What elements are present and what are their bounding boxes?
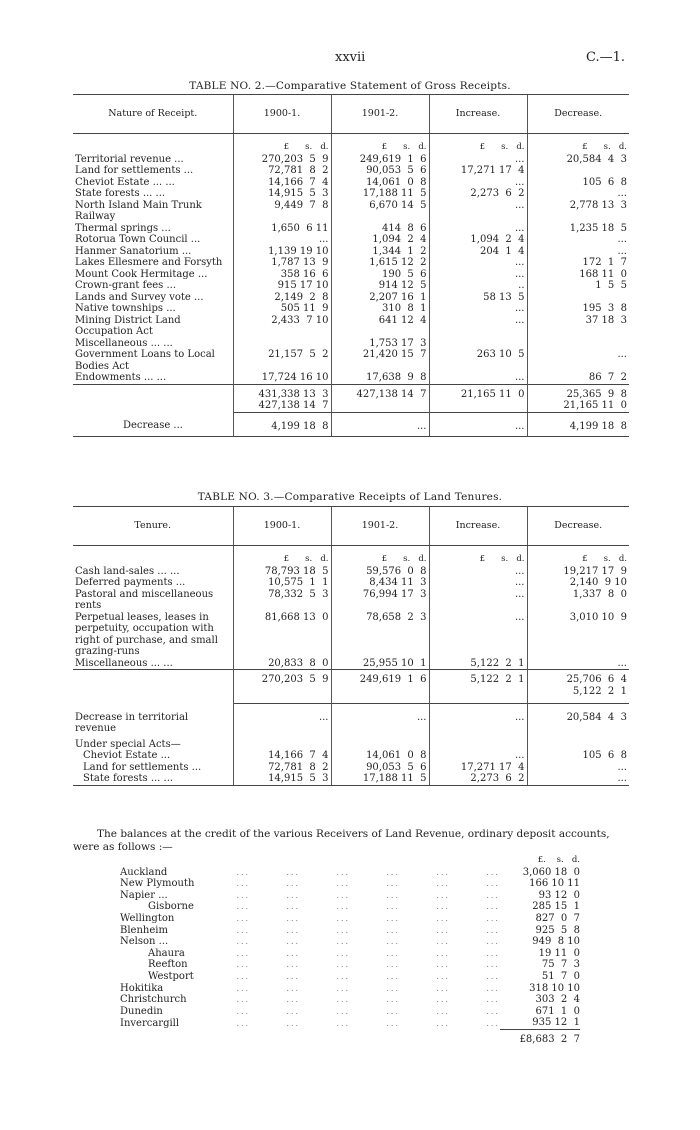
table-row: [73, 177, 629, 189]
balance-row: [120, 901, 580, 913]
cell-value: ...: [429, 612, 527, 658]
balance-total: £8,683 2 7: [500, 1029, 580, 1045]
cell-value: 2,207 16 1: [331, 292, 429, 304]
cell-value: [527, 384, 629, 412]
spacer-cell: [120, 1029, 236, 1045]
leader-dots: ... ... ... ... ... ...: [236, 937, 500, 947]
table2: [73, 94, 629, 437]
cell-value: 105 6 8: [527, 177, 629, 189]
table-row: [73, 349, 629, 372]
receiver-name: Dunedin: [120, 1005, 163, 1017]
cell-value: ...: [233, 704, 331, 739]
total-value: 21,165 11 0: [429, 384, 527, 412]
cell-value: ...: [429, 269, 527, 281]
cell-value: ...: [527, 658, 629, 670]
units-label: £ s. d.: [331, 546, 429, 566]
cell-value: 5,122 2 1: [429, 658, 527, 670]
cell-value: 1,337 8 0: [527, 589, 629, 612]
table-row: [73, 658, 629, 670]
row-label: Government Loans to Local Bodies Act: [75, 349, 215, 372]
cell-value: ...: [429, 589, 527, 612]
balance-row: [120, 1006, 580, 1018]
cell-value: ...: [233, 234, 331, 246]
total-value: 427,138 14 7: [258, 400, 329, 411]
leader-dots: ... ... ... ... ... ...: [236, 983, 500, 993]
cell-value: 105 6 8: [527, 750, 629, 762]
units-label: £ s. d.: [527, 546, 629, 566]
cell-value: ..: [429, 280, 527, 292]
cell-value: 4,199 18 8: [527, 412, 629, 437]
cell-value: 25,955 10 1: [331, 658, 429, 670]
document-reference: C.—1.: [586, 50, 626, 65]
table-row: [73, 566, 629, 578]
receiver-name: Gisborne: [148, 901, 194, 913]
cell-value: 270,203 5 9: [233, 154, 331, 166]
row-label: Rotorua Town Council ...: [75, 234, 201, 245]
spacer-cell: [73, 384, 233, 412]
cell-value: 20,584 4 3: [527, 154, 629, 166]
cell-value: 1,235 18 5: [527, 223, 629, 235]
cell-value: 204 1 4: [429, 246, 527, 258]
cell-value: 90,053 5 6: [331, 165, 429, 177]
leader-dots: ... ... ... ... ... ...: [236, 1018, 500, 1028]
receiver-name: Nelson ...: [120, 936, 169, 948]
cell-value: ...: [429, 704, 527, 739]
cell-value: 1,344 1 2: [331, 246, 429, 258]
cell-value: 17,724 16 10: [233, 372, 331, 384]
balance-row: [120, 971, 580, 983]
col-header: 1901-2.: [331, 95, 429, 134]
leader-dots: ... ... ... ... ... ...: [236, 1006, 500, 1016]
cell-value: 78,793 18 5: [233, 566, 331, 578]
row-label: Decrease ...: [73, 412, 233, 437]
balance-amount: 925 5 8: [535, 924, 580, 936]
receiver-name: Westport: [148, 970, 194, 982]
row-label: Hanmer Sanatorium ...: [75, 245, 192, 257]
totals-row: [73, 384, 629, 412]
cell-value: 8,434 11 3: [331, 577, 429, 589]
receiver-name: Auckland: [120, 866, 168, 878]
cell-value: 2,273 6 2: [429, 773, 527, 785]
cell-value: 4,199 18 8: [233, 412, 331, 437]
table-row: [73, 154, 629, 166]
leader-dots: ... ... ... ... ... ...: [236, 948, 500, 958]
cell-value: 915 17 10: [233, 280, 331, 292]
table-row: [73, 589, 629, 612]
balance-amount: 75 7 3: [541, 959, 580, 971]
leader-dots: ... ... ... ... ... ...: [236, 902, 500, 912]
row-label: Mining District Land Occupation Act: [75, 314, 181, 337]
cell-value: 2,273 6 2: [429, 188, 527, 200]
cell-value: 10,575 1 1: [233, 577, 331, 589]
row-label: State forests ... ...: [75, 188, 166, 199]
leader-dots: ... ... ... ... ... ...: [236, 867, 500, 877]
cell-value: 21,420 15 7: [331, 349, 429, 372]
spacer-cell: [236, 1029, 500, 1045]
balance-amount: 671 1 0: [535, 1005, 580, 1017]
cell-value: 90,053 5 6: [331, 762, 429, 774]
table-row: [73, 223, 629, 235]
cell-value: 914 12 5: [331, 280, 429, 292]
table-row: [73, 773, 629, 785]
total-value: 5,122 2 1: [429, 670, 527, 704]
table-row: [73, 269, 629, 281]
spacer-cell: [331, 739, 429, 751]
cell-value: 1,650 6 11: [233, 223, 331, 235]
cell-value: 14,166 7 4: [233, 750, 331, 762]
leader-dots: ... ... ... ... ... ...: [236, 960, 500, 970]
balance-amount: 51 7 0: [541, 970, 580, 982]
cell-value: 19,217 17 9: [527, 566, 629, 578]
balance-row: [120, 925, 580, 937]
table-row: [73, 292, 629, 304]
cell-value: 72,781 8 2: [233, 762, 331, 774]
spacer-cell: [236, 855, 500, 867]
cell-value: ...: [429, 223, 527, 235]
row-label: State forests ... ...: [73, 773, 233, 785]
row-label: Native townships ...: [75, 303, 176, 314]
cell-value: ...: [527, 246, 629, 258]
table-row: [73, 257, 629, 269]
receiver-name: Reefton: [148, 959, 188, 971]
table-row: [73, 234, 629, 246]
row-label: Land for settlements ...: [75, 165, 194, 176]
spacer-cell: [429, 739, 527, 751]
table3: [73, 506, 629, 786]
cell-value: 59,576 0 8: [331, 566, 429, 578]
table-row: [73, 412, 629, 437]
total-value: 270,203 5 9: [233, 670, 331, 704]
balance-amount: 827 0 7: [535, 912, 580, 924]
cell-value: [527, 338, 629, 350]
page-number: xxvii: [335, 50, 366, 65]
row-label: North Island Main Trunk Railway: [75, 199, 202, 222]
balance-amount: 318 10 10: [529, 982, 580, 994]
cell-value: [527, 670, 629, 704]
cell-value: 86 7 2: [527, 372, 629, 384]
receiver-name: Christchurch: [120, 994, 187, 1006]
cell-value: 3,010 10 9: [527, 612, 629, 658]
cell-value: ...: [429, 177, 527, 189]
table3-title: TABLE NO. 3.—Comparative Receipts of Land Tenures.: [197, 491, 503, 503]
cell-value: 263 10 5: [429, 349, 527, 372]
total-value: 25,706 6 4: [566, 674, 627, 685]
balance-row: [120, 913, 580, 925]
spacer-cell: [73, 134, 233, 154]
balance-total-row: [120, 1029, 580, 1045]
cell-value: 2,433 7 10: [233, 315, 331, 338]
cell-value: 17,271 17 4: [429, 762, 527, 774]
cell-value: ...: [429, 577, 527, 589]
total-value: 21,165 11 0: [563, 400, 627, 411]
cell-value: 58 13 5: [429, 292, 527, 304]
leader-dots: ... ... ... ... ... ...: [236, 913, 500, 923]
row-label: Miscellaneous ... ...: [75, 337, 173, 349]
table-row: [73, 303, 629, 315]
cell-value: 81,668 13 0: [233, 612, 331, 658]
receiver-name: Invercargill: [120, 1017, 180, 1029]
cell-value: 1 5 5: [527, 280, 629, 292]
balance-row: [120, 890, 580, 902]
table-row: [73, 372, 629, 384]
cell-value: 78,658 2 3: [331, 612, 429, 658]
table-row: [73, 577, 629, 589]
cell-value: 310 8 1: [331, 303, 429, 315]
row-label: Cheviot Estate ...: [83, 750, 171, 761]
row-label: Cheviot Estate ... ...: [75, 176, 175, 188]
cell-value: [233, 384, 331, 412]
total-value: 431,338 13 3: [258, 388, 329, 400]
row-label: Deferred payments ...: [75, 577, 186, 588]
col-header: 1900-1.: [233, 95, 331, 134]
col-header: Nature of Receipt.: [73, 95, 233, 134]
units-label: £. s. d.: [537, 855, 580, 865]
col-header: Tenure.: [73, 507, 233, 546]
cell-value: ...: [527, 773, 629, 785]
balance-amount: 949 8 10: [532, 936, 580, 948]
col-header: Decrease.: [527, 507, 629, 546]
cell-value: 1,094 2 4: [331, 234, 429, 246]
col-header: 1900-1.: [233, 507, 331, 546]
cell-value: 17,188 11 5: [331, 188, 429, 200]
table-row: [73, 200, 629, 223]
cell-value: 1,753 17 3: [331, 338, 429, 350]
balance-row: [120, 867, 580, 879]
leader-dots: ... ... ... ... ... ...: [236, 890, 500, 900]
cell-value: 172 1 7: [527, 257, 629, 269]
cell-value: 14,915 5 3: [233, 773, 331, 785]
balance-row: [120, 878, 580, 890]
receiver-name: New Plymouth: [120, 878, 195, 890]
units-label: £ s. d.: [429, 134, 527, 154]
units-label: £ s. d.: [331, 134, 429, 154]
table-row: [73, 188, 629, 200]
table-row: [73, 280, 629, 292]
cell-value: ...: [429, 412, 527, 437]
balance-row: [120, 936, 580, 948]
spacer-cell: [527, 739, 629, 751]
cell-value: 2,140 9 10: [527, 577, 629, 589]
cell-value: 641 12 4: [331, 315, 429, 338]
cell-value: 6,670 14 5: [331, 200, 429, 223]
receiver-name: Hokitika: [120, 982, 164, 994]
cell-value: ...: [429, 372, 527, 384]
cell-value: ...: [429, 257, 527, 269]
receiver-name: Blenheim: [120, 924, 168, 936]
cell-value: 9,449 7 8: [233, 200, 331, 223]
totals-row: [73, 670, 629, 704]
cell-value: 76,994 17 3: [331, 589, 429, 612]
cell-value: 14,166 7 4: [233, 177, 331, 189]
table-row: [73, 246, 629, 258]
cell-value: ...: [527, 234, 629, 246]
cell-value: 17,271 17 4: [429, 165, 527, 177]
cell-value: 37 18 3: [527, 315, 629, 338]
cell-value: 2,149 2 8: [233, 292, 331, 304]
cell-value: 190 5 6: [331, 269, 429, 281]
units-label: £ s. d.: [233, 134, 331, 154]
balance-row: [120, 1017, 580, 1029]
table-row: [73, 762, 629, 774]
row-label: Lands and Survey vote ...: [75, 291, 204, 303]
cell-value: 72,781 8 2: [233, 165, 331, 177]
table-row: [73, 165, 629, 177]
balance-row: [120, 983, 580, 995]
cell-value: 414 8 6: [331, 223, 429, 235]
special-acts-heading: Under special Acts—: [75, 738, 181, 750]
leader-dots: ... ... ... ... ... ...: [236, 879, 500, 889]
spacer-cell: [73, 670, 233, 704]
cell-value: 20,584 4 3: [527, 704, 629, 739]
table-row: [73, 750, 629, 762]
row-label: Thermal springs ...: [75, 222, 171, 234]
cell-value: ...: [429, 200, 527, 223]
col-header: 1901-2.: [331, 507, 429, 546]
row-label: Decrease in territorial revenue: [75, 711, 189, 734]
balance-amount: 19 11 0: [538, 947, 580, 959]
balance-amount: 303 2 4: [535, 994, 580, 1006]
balance-amount: 3,060 18 0: [522, 866, 580, 878]
table2-title: TABLE NO. 2.—Comparative Statement of Gross Receipts.: [189, 80, 511, 92]
total-value: 249,619 1 6: [331, 670, 429, 704]
spacer-cell: [120, 855, 236, 867]
row-label: Mount Cook Hermitage ...: [75, 268, 208, 280]
receiver-name: Wellington: [120, 912, 175, 924]
leader-dots: ... ... ... ... ... ...: [236, 925, 500, 935]
cell-value: 358 16 6: [233, 269, 331, 281]
cell-value: ...: [429, 303, 527, 315]
section-heading-row: [73, 739, 629, 751]
cell-value: 168 11 0: [527, 269, 629, 281]
balance-amount: 935 12 1: [532, 1017, 580, 1029]
cell-value: ...: [527, 349, 629, 372]
units-row: [120, 855, 580, 867]
cell-value: [527, 165, 629, 177]
cell-value: ...: [331, 412, 429, 437]
cell-value: ...: [429, 315, 527, 338]
receiver-name: Napier ...: [120, 889, 168, 901]
receiver-name: Ahaura: [148, 947, 185, 959]
cell-value: ...: [527, 762, 629, 774]
cell-value: [233, 338, 331, 350]
row-label: Miscellaneous ... ...: [75, 657, 173, 669]
balance-row: [120, 948, 580, 960]
row-label: Pastoral and miscellaneous rents: [75, 588, 214, 611]
table-row: [73, 704, 629, 739]
cell-value: ...: [331, 704, 429, 739]
balance-row: [120, 959, 580, 971]
total-value: 5,122 2 1: [572, 685, 627, 697]
balance-amount: 285 15 1: [532, 901, 580, 913]
spacer-cell: [233, 739, 331, 751]
leader-dots: ... ... ... ... ... ...: [236, 971, 500, 981]
cell-value: ...: [527, 188, 629, 200]
balances-table: [120, 855, 580, 1046]
cell-value: 195 3 8: [527, 303, 629, 315]
cell-value: 1,787 13 9: [233, 257, 331, 269]
row-label: Cash land-sales ... ...: [75, 565, 180, 577]
table-row: [73, 612, 629, 658]
units-label: £ s. d.: [233, 546, 331, 566]
cell-value: 2,778 13 3: [527, 200, 629, 223]
cell-value: 21,157 5 2: [233, 349, 331, 372]
balance-row: [120, 994, 580, 1006]
cell-value: ...: [429, 154, 527, 166]
table-row: [73, 315, 629, 338]
spacer-cell: [73, 546, 233, 566]
cell-value: 505 11 9: [233, 303, 331, 315]
cell-value: 1,139 19 10: [233, 246, 331, 258]
cell-value: 17,188 11 5: [331, 773, 429, 785]
units-label: £ s. d.: [429, 546, 527, 566]
row-label: Territorial revenue ...: [75, 153, 184, 165]
row-label: Crown-grant fees ...: [75, 280, 176, 291]
units-label: £ s. d.: [527, 134, 629, 154]
cell-value: [527, 292, 629, 304]
total-value: 427,138 14 7: [331, 384, 429, 412]
cell-value: ...: [429, 750, 527, 762]
cell-value: 78,332 5 3: [233, 589, 331, 612]
cell-value: 249,619 1 6: [331, 154, 429, 166]
row-label: Perpetual leases, leases in perpetuity, occupation with right of purchase, and small grazing-runs: [75, 611, 218, 657]
balance-amount: 93 12 0: [538, 889, 580, 901]
col-header: Decrease.: [527, 95, 629, 134]
cell-value: 14,061 0 8: [331, 177, 429, 189]
cell-value: [429, 338, 527, 350]
cell-value: 20,833 8 0: [233, 658, 331, 670]
units-row: [73, 546, 629, 566]
cell-value: 1,094 2 4: [429, 234, 527, 246]
balance-amount: 166 10 11: [529, 878, 580, 890]
cell-value: 17,638 9 8: [331, 372, 429, 384]
balances-intro: The balances at the credit of the various Receivers of Land Revenue, ordinary deposit accounts, were as follows :—: [73, 828, 610, 853]
cell-value: 14,915 5 3: [233, 188, 331, 200]
total-value: 25,365 9 8: [566, 388, 627, 400]
cell-value: 1,615 12 2: [331, 257, 429, 269]
cell-value: ...: [429, 566, 527, 578]
leader-dots: ... ... ... ... ... ...: [236, 995, 500, 1005]
table-row: [73, 338, 629, 350]
row-label: Lakes Ellesmere and Forsyth: [75, 257, 223, 268]
col-header: Increase.: [429, 95, 527, 134]
cell-value: 14,061 0 8: [331, 750, 429, 762]
row-label: Endowments ... ...: [75, 372, 167, 383]
row-label: Land for settlements ...: [83, 761, 202, 773]
col-header: Increase.: [429, 507, 527, 546]
units-row: [73, 134, 629, 154]
